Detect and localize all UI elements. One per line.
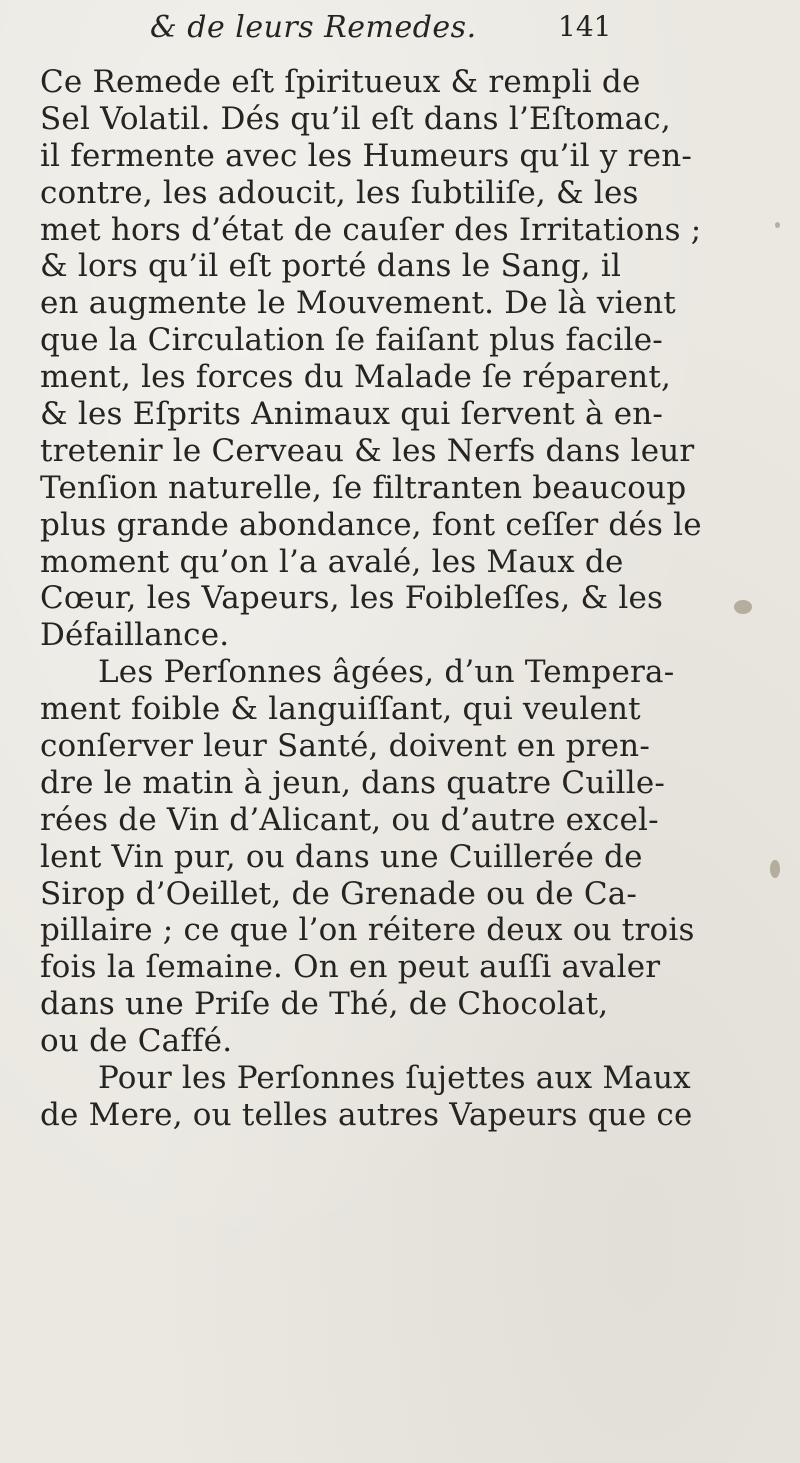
- text-line: met hors d’état de cauſer des Irritations ;: [40, 211, 702, 248]
- paper-stain: [734, 600, 752, 614]
- text-line: en augmente le Mouvement. De là vient: [40, 285, 676, 322]
- text-line: dans une Priſe de Thé, de Chocolat,: [40, 986, 609, 1023]
- text-line: dre le matin à jeun, dans quatre Cuille-: [40, 764, 666, 801]
- text-line: Cœur, les Vapeurs, les Foibleſſes, & les: [40, 580, 664, 617]
- page-number: 141: [558, 10, 612, 43]
- text-line: plus grande abondance, font ceſſer dés le: [40, 506, 702, 543]
- text-line: Défaillance.: [40, 617, 230, 654]
- body-text: [40, 64, 780, 1134]
- text-line: Tenſion naturelle, ſe filtranten beaucoup: [40, 469, 687, 506]
- running-head: & de leurs Remedes.: [150, 10, 477, 45]
- text-line: rées de Vin d’Alicant, ou d’autre excel-: [40, 801, 659, 838]
- text-line: & lors qu’il eſt porté dans le Sang, il: [40, 248, 622, 285]
- text-line: moment qu’on l’a avalé, les Maux de: [40, 543, 624, 580]
- text-line: Ce Remede eſt ſpiritueux & rempli de: [40, 64, 641, 100]
- text-line: pillaire ; ce que l’on réitere deux ou trois: [40, 912, 695, 949]
- text-line: il fermente avec les Humeurs qu’il y ren-: [40, 137, 693, 174]
- paper-stain: [770, 860, 780, 878]
- text-line: contre, les adoucit, les ſubtiliſe, & les: [40, 174, 639, 211]
- text-line: de Mere, ou telles autres Vapeurs que ce: [40, 1096, 693, 1133]
- text-line: Sel Volatil. Dés qu’il eſt dans l’Eſtomac,: [40, 100, 671, 137]
- text-line: lent Vin pur, ou dans une Cuillerée de: [40, 838, 643, 875]
- text-line: ment, les forces du Malade ſe réparent,: [40, 359, 672, 396]
- paper-stain: [775, 222, 780, 228]
- text-line: fois la ſemaine. On en peut auſſi avaler: [40, 949, 661, 986]
- text-line: & les Eſprits Animaux qui ſervent à en-: [40, 396, 664, 433]
- text-line: ment foible & languiſſant, qui veulent: [40, 691, 641, 728]
- text-line: Pour les Perſonnes ſujettes aux Maux: [98, 1060, 691, 1097]
- text-line: ou de Caffé.: [40, 1023, 233, 1060]
- text-line: Les Perſonnes âgées, d’un Tempera-: [98, 654, 675, 691]
- text-line: Sirop d’Oeillet, de Grenade ou de Ca-: [40, 875, 638, 912]
- page-header: [0, 6, 800, 46]
- text-line: tretenir le Cerveau & les Nerfs dans leur: [40, 432, 695, 469]
- text-line: que la Circulation ſe faiſant plus facile-: [40, 322, 663, 359]
- text-line: conſerver leur Santé, doivent en pren-: [40, 728, 651, 765]
